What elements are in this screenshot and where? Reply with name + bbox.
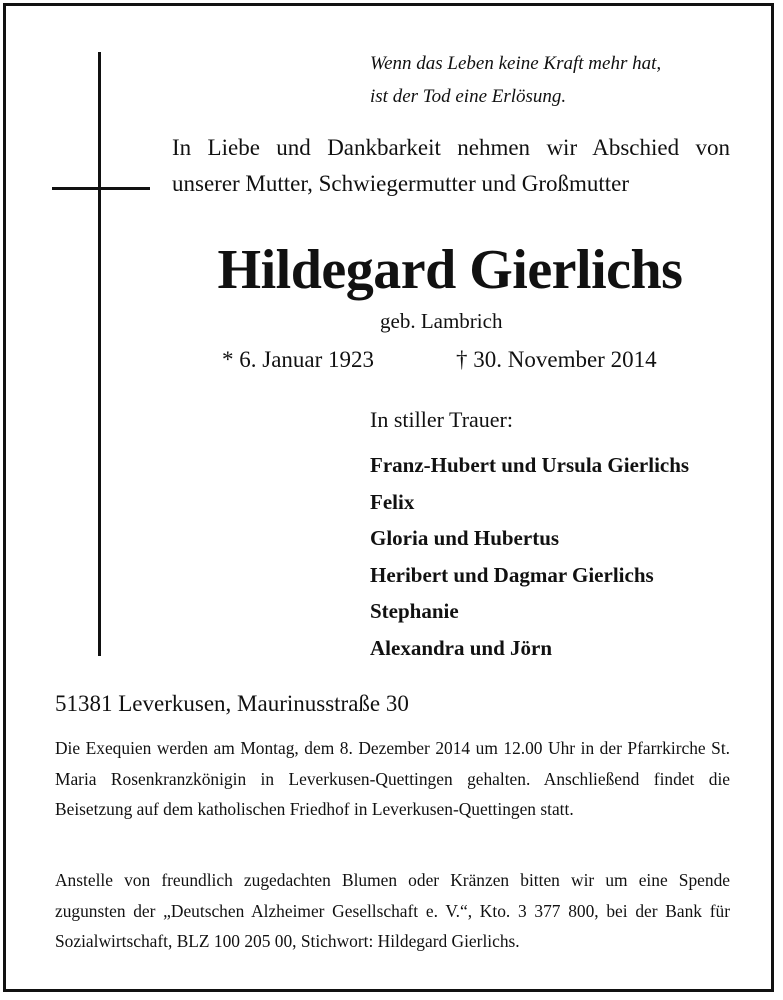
motto-line-1: Wenn das Leben keine Kraft mehr hat,: [370, 53, 662, 74]
intro-text: [172, 130, 730, 202]
mourning-heading: In stiller Trauer:: [370, 407, 513, 432]
intro-line-1: In Liebe und Dankbarkeit nehmen wir Abschied von: [172, 135, 730, 160]
donation-paragraph: Anstelle von freundlich zugedachten Blumen oder Kränzen bitten wir um eine Spende zugunsten der „Deutschen Alzheimer Gesellschaft e. V.“, Kto. 3 377 800, bei der Bank für Sozialwirtschaft, BLZ 100 205 00, Stichwort: Hildegard Gierlichs.: [55, 870, 730, 951]
mourner-item: Stephanie: [370, 599, 459, 623]
deceased-name: Hildegard Gierlichs: [217, 239, 683, 301]
mourner-item: Alexandra und Jörn: [370, 635, 553, 660]
address: 51381 Leverkusen, Maurinusstraße 30: [55, 691, 409, 716]
intro-line-2: unserer Mutter, Schwiegermutter und Großmutter: [172, 171, 630, 196]
mourner-item: Heribert und Dagmar Gierlichs: [370, 562, 654, 587]
mourner-item: Franz-Hubert und Ursula Gierlichs: [370, 453, 690, 477]
mourner-item: Gloria und Hubertus: [370, 526, 560, 550]
cross-horizontal-bar: [52, 187, 150, 190]
birth-date: * 6. Januar 1923: [222, 347, 375, 372]
motto-line-2: ist der Tod eine Erlösung.: [370, 86, 567, 107]
cross-vertical-bar: [98, 52, 101, 656]
mourner-item: Felix: [370, 489, 415, 514]
mourners-list: [370, 447, 689, 666]
death-date: † 30. November 2014: [456, 347, 657, 372]
maiden-name: geb. Lambrich: [380, 309, 503, 333]
motto: [370, 47, 760, 113]
funeral-paragraph: Die Exequien werden am Montag, dem 8. Dezember 2014 um 12.00 Uhr in der Pfarrkirche St. Maria Rosenkranzkönigin in Leverkusen-Quettingen gehalten. Anschließend findet die Beisetzung auf dem katholischen Friedhof in Leverkusen-Quettingen statt.: [55, 738, 730, 819]
